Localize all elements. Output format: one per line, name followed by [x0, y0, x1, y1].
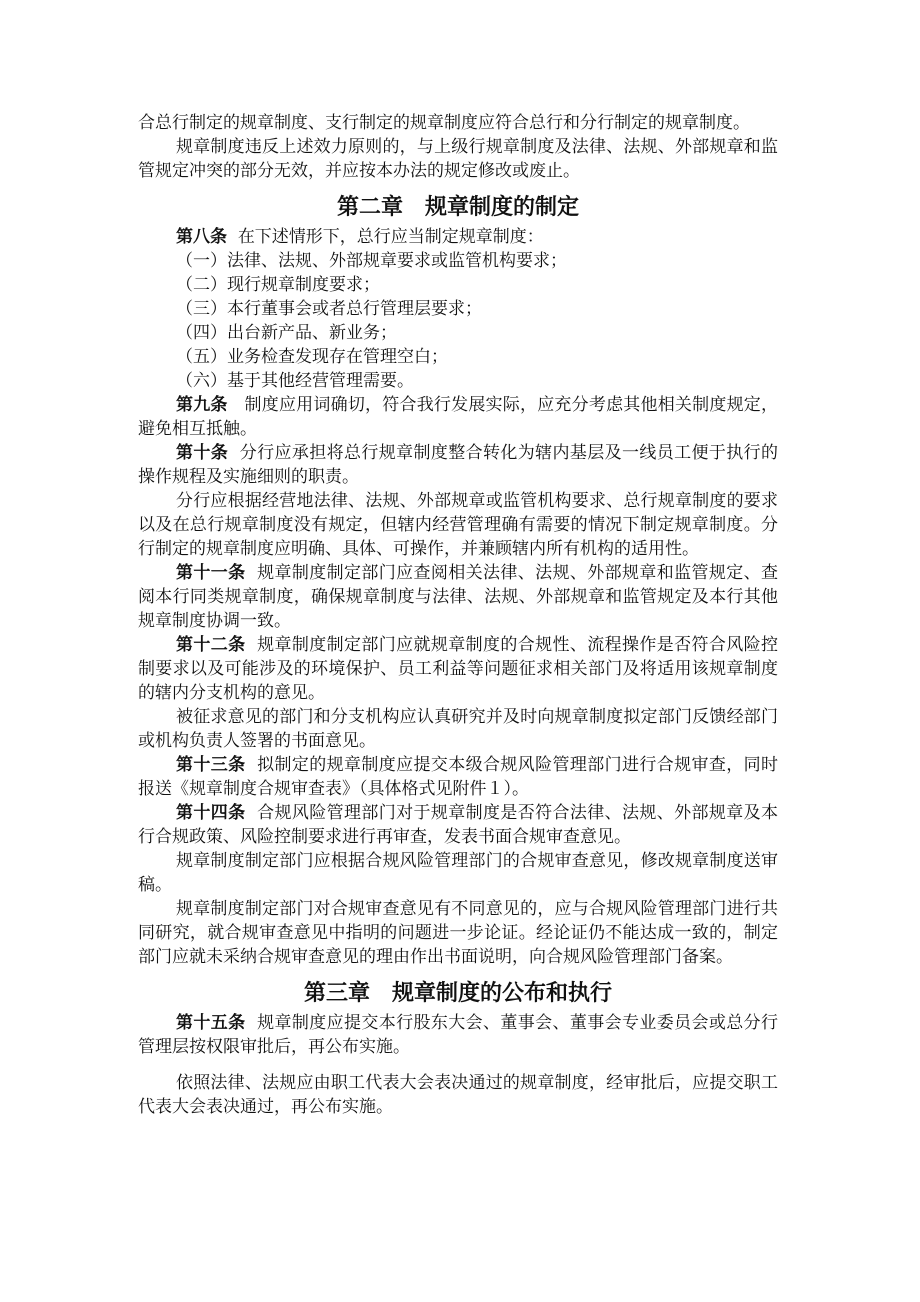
article-8-label: 第八条: [176, 227, 227, 247]
article-11-text: 规章制度制定部门应查阅相关法律、法规、外部规章和监管规定、查阅本行同类规章制度，确保规章制度与法律、法规、外部规章和监管规定及本行其他规章制度协调一致。: [138, 563, 779, 631]
article-10-paragraph-2: 分行应根据经营地法律、法规、外部规章或监管机构要求、总行规章制度的要求以及在总行规章制度没有规定，但辖内经营管理确有需要的情况下制定规章制度。分行制定的规章制度应明确、具体、可操作，并兼顾辖内所有机构的适用性。: [138, 491, 778, 559]
chapter-3-title: 第三章 规章制度的公布和执行: [303, 981, 612, 1006]
article-11-label: 第十一条: [176, 563, 246, 583]
article-8-item-3: （三）本行董事会或者总行管理层要求；: [176, 299, 482, 319]
article-15-label: 第十五条: [176, 1013, 246, 1033]
article-8-item-1: （一）法律、法规、外部规章要求或监管机构要求；: [176, 251, 567, 271]
article-13-label: 第十三条: [176, 755, 246, 775]
document-page: [138, 111, 778, 1119]
paragraph-gap: [138, 1059, 778, 1071]
article-14-paragraph-2: 规章制度制定部门应根据合规风险管理部门的合规审查意见，修改规章制度送审稿。: [138, 851, 778, 895]
article-10-label: 第十条: [176, 443, 229, 463]
paragraph-continued: 合总行制定的规章制度、支行制定的规章制度应符合总行和分行制定的规章制度。: [138, 113, 750, 133]
article-14-label: 第十四条: [176, 803, 246, 823]
article-13-text: 拟制定的规章制度应提交本级合规风险管理部门进行合规审查，同时报送《规章制度合规审查表》（具体格式见附件１）。: [138, 755, 779, 799]
article-8-item-5: （五）业务检查发现存在管理空白；: [176, 347, 448, 367]
article-11: [138, 561, 778, 633]
article-9-text: 制度应用词确切，符合我行发展实际，应充分考虑其他相关制度规定，避免相互抵触。: [138, 395, 779, 439]
article-8: [138, 225, 778, 249]
article-9: [138, 393, 778, 441]
article-12-label: 第十二条: [176, 635, 246, 655]
article-15: [138, 1011, 778, 1059]
article-15-paragraph-2: 依照法律、法规应由职工代表大会表决通过的规章制度，经审批后，应提交职工代表大会表决通过，再公布实施。: [138, 1073, 778, 1117]
article-13: [138, 753, 778, 801]
article-14-paragraph-3: 规章制度制定部门对合规审查意见有不同意见的，应与合规风险管理部门进行共同研究，就合规审查意见中指明的问题进一步论证。经论证仍不能达成一致的，制定部门应就未采纳合规审查意见的理由作出书面说明，向合规风险管理部门备案。: [138, 899, 778, 967]
article-14-text: 合规风险管理部门对于规章制度是否符合法律、法规、外部规章及本行合规政策、风险控制要求进行再审查，发表书面合规审查意见。: [138, 803, 779, 847]
article-14: [138, 801, 778, 849]
article-8-item-6: （六）基于其他经营管理需要。: [176, 371, 414, 391]
article-12: [138, 633, 778, 705]
paragraph-validity: 规章制度违反上述效力原则的，与上级行规章制度及法律、法规、外部规章和监管规定冲突的部分无效，并应按本办法的规定修改或废止。: [138, 137, 778, 181]
chapter-2-title: 第二章 规章制度的制定: [336, 195, 579, 220]
article-12-paragraph-2: 被征求意见的部门和分支机构应认真研究并及时向规章制度拟定部门反馈经部门或机构负责人签署的书面意见。: [138, 707, 778, 751]
article-10-text: 分行应承担将总行规章制度整合转化为辖内基层及一线员工便于执行的操作规程及实施细则的职责。: [138, 443, 779, 487]
article-15-text: 规章制度应提交本行股东大会、董事会、董事会专业委员会或总分行管理层按权限审批后，再公布实施。: [138, 1013, 779, 1057]
article-8-item-4: （四）出台新产品、新业务；: [176, 323, 397, 343]
article-10: [138, 441, 778, 489]
article-9-label: 第九条: [176, 395, 228, 415]
article-12-text: 规章制度制定部门应就规章制度的合规性、流程操作是否符合风险控制要求以及可能涉及的环境保护、员工利益等问题征求相关部门及将适用该规章制度的辖内分支机构的意见。: [138, 635, 779, 703]
article-8-item-2: （二）现行规章制度要求；: [176, 275, 380, 295]
article-8-text: 在下述情形下，总行应当制定规章制度：: [237, 227, 544, 247]
